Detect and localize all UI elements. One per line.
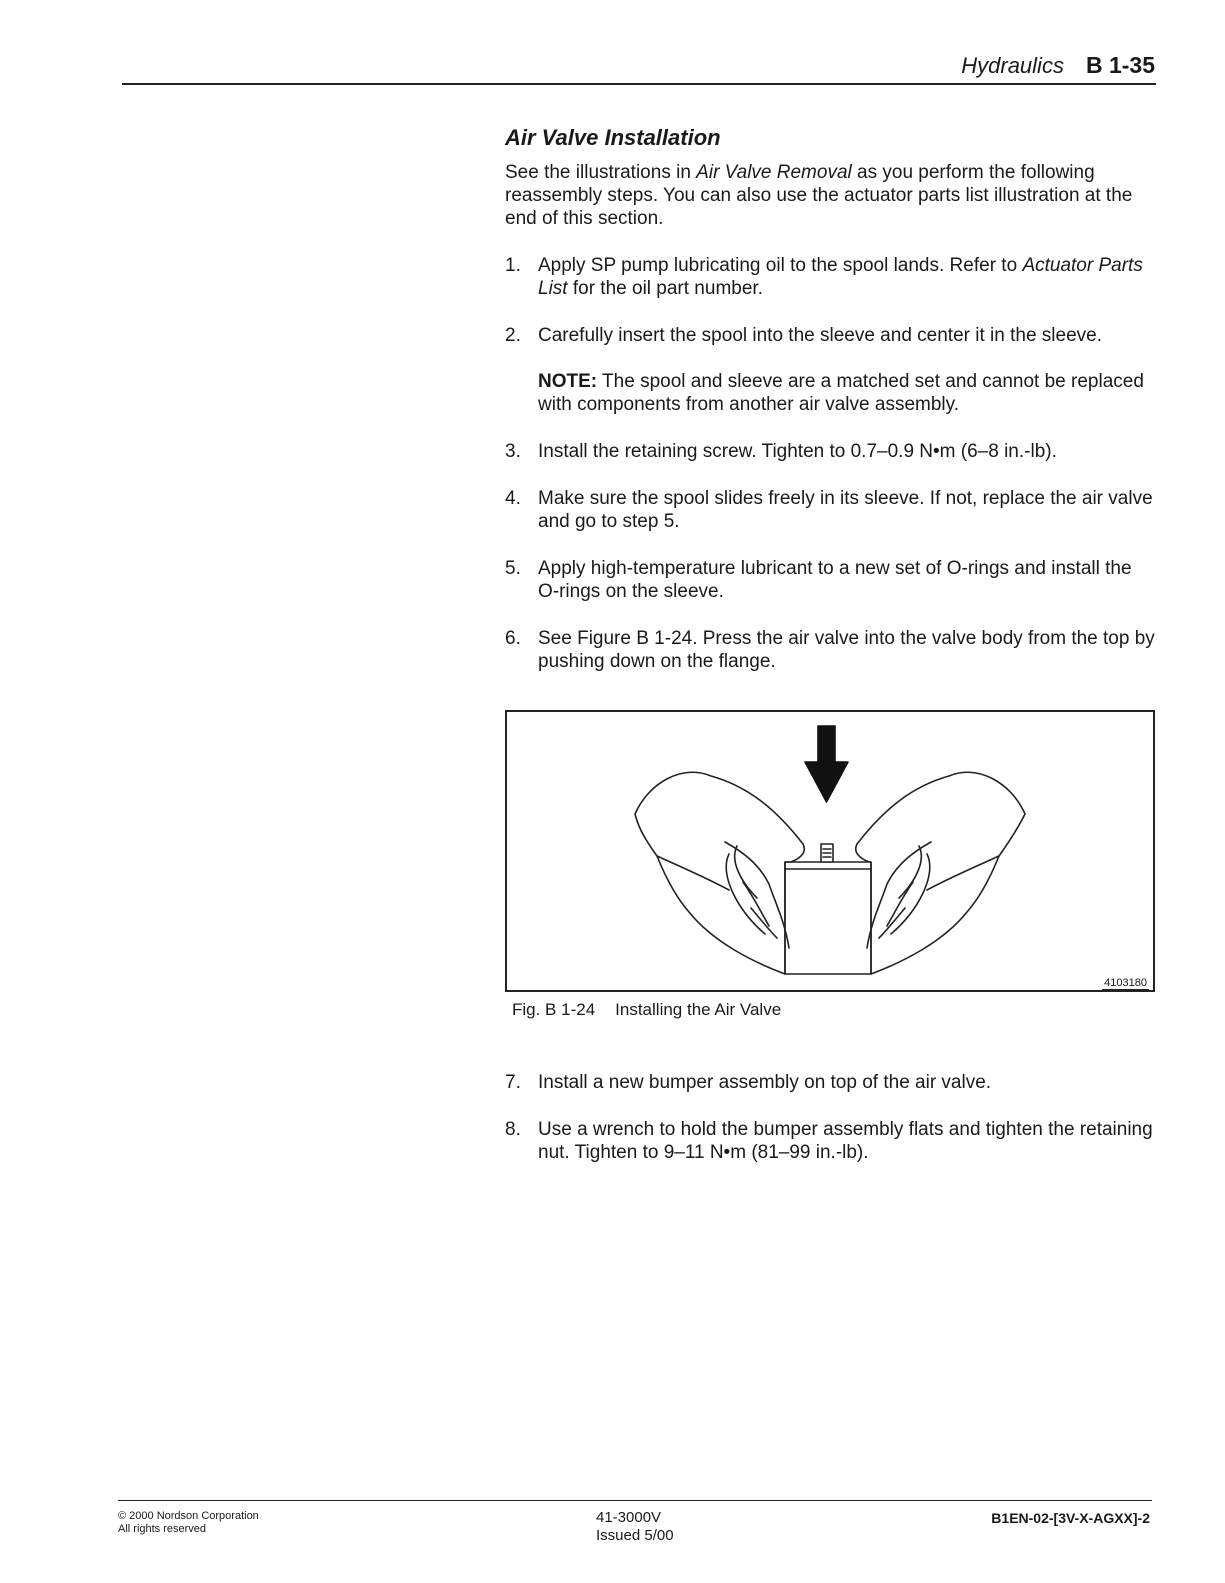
- step-number: 1.: [505, 255, 521, 276]
- step-5: [505, 557, 1155, 603]
- section-title: Air Valve Installation: [505, 125, 721, 150]
- step-number: 4.: [505, 488, 521, 509]
- figure-id: 4103180: [1104, 977, 1147, 989]
- note-label: NOTE:: [538, 371, 598, 392]
- footer-code: B1EN-02-[3V-X-AGXX]-2: [991, 1510, 1150, 1526]
- step-text: Use a wrench to hold the bumper assembly flats and tighten the retaining nut. Tighten to 9–11 N•m (81–99 in.-lb).: [538, 1119, 1153, 1163]
- step-text: Install a new bumper assembly on top of the air valve.: [538, 1072, 992, 1093]
- air-valve-body: [785, 862, 871, 974]
- main-content: [505, 126, 1155, 697]
- step-number: 7.: [505, 1072, 521, 1093]
- down-arrow-icon: [805, 726, 848, 802]
- step-7: [505, 1071, 1155, 1094]
- step-text: Apply SP pump lubricating oil to the spool lands. Refer to Actuator Parts List for the oil part number.: [538, 255, 1143, 299]
- footer-rights: All rights reserved: [118, 1523, 207, 1535]
- note-text: The spool and sleeve are a matched set and cannot be replaced with components from another air valve assembly.: [538, 371, 1144, 415]
- header-page-number: B 1-35: [1085, 52, 1155, 78]
- header-rule: [122, 83, 1156, 85]
- step-6: [505, 627, 1155, 673]
- step-8: [505, 1118, 1155, 1164]
- step-text: Apply high-temperature lubricant to a new set of O-rings and install the O-rings on the sleeve.: [538, 558, 1132, 602]
- step-number: 6.: [505, 628, 521, 649]
- footer-copyright-block: [118, 1510, 259, 1536]
- step-number: 8.: [505, 1119, 521, 1140]
- step-number: 5.: [505, 558, 521, 579]
- left-hand: [635, 772, 804, 974]
- step-text: Install the retaining screw. Tighten to 0.7–0.9 N•m (6–8 in.-lb).: [538, 441, 1057, 462]
- figure-caption-text: Installing the Air Valve: [615, 1000, 782, 1019]
- figure-caption-number: Fig. B 1-24: [512, 1000, 596, 1019]
- step-2: [505, 324, 1155, 347]
- footer-issued: Issued 5/00: [596, 1527, 674, 1544]
- intro-reference: Air Valve Removal: [696, 162, 852, 183]
- continued-steps: [505, 1071, 1155, 1188]
- step-number: 2.: [505, 325, 521, 346]
- footer-document-block: [596, 1509, 674, 1545]
- step-text: Carefully insert the spool into the sleeve and center it in the sleeve.: [538, 325, 1102, 346]
- step-reference: Actuator Parts List: [538, 255, 1143, 299]
- figure-caption: [512, 1000, 781, 1020]
- footer-copyright: © 2000 Nordson Corporation: [118, 1510, 259, 1522]
- step-text: See Figure B 1-24. Press the air valve into the valve body from the top by pushing down on the flange.: [538, 628, 1155, 672]
- step-4: [505, 487, 1155, 533]
- footer-rule: [118, 1500, 1152, 1501]
- step-3: [505, 440, 1155, 463]
- right-hand: [856, 772, 1025, 974]
- footer-doc-number: 41-3000V: [596, 1509, 662, 1526]
- step-number: 3.: [505, 441, 521, 462]
- figure-installing-air-valve: [505, 710, 1155, 992]
- running-header: [961, 52, 1155, 79]
- header-section-name: Hydraulics: [961, 53, 1064, 78]
- hands-pressing-valve-illustration: [507, 712, 1153, 990]
- step-text: Make sure the spool slides freely in its sleeve. If not, replace the air valve and go to step 5.: [538, 488, 1153, 532]
- intro-paragraph: See the illustrations in Air Valve Removal as you perform the following reassembly steps. You can also use the actuator parts list illustration at the end of this section.: [505, 162, 1133, 229]
- note-paragraph: [538, 370, 1155, 416]
- step-1: [505, 254, 1155, 300]
